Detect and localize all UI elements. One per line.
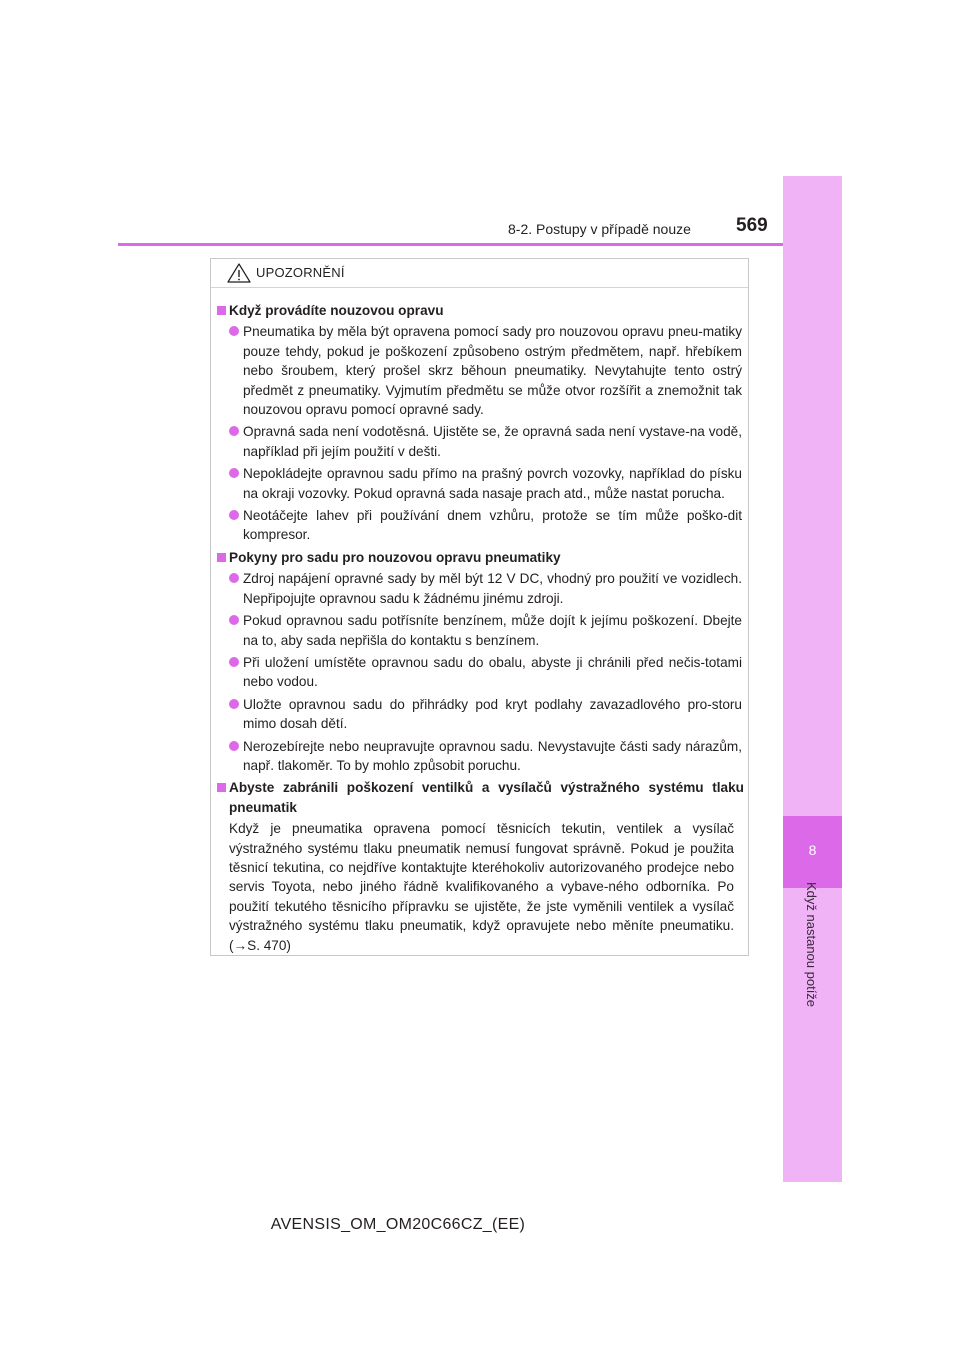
- list-item: Zdroj napájení opravné sady by měl být 12 V DC, vhodný pro použití ve vozidlech. Nepřipojujte opravnou sadu k žádnému jinému zdroji.: [217, 569, 744, 608]
- chapter-number-block: [783, 816, 842, 888]
- list-item: Neotáčejte lahev při používání dnem vzhůru, protože se tím může poško-dit kompresor.: [217, 506, 744, 545]
- section-paragraph: Když je pneumatika opravena pomocí těsnicích tekutin, ventilek a vysílač výstražného systému tlaku pneumatik nemusí fungovat správně. Pokud je použita těsnicí tekutina, co nejdříve kontaktujte kteréhokoliv autorizovaného prodejce nebo servis Toyota, nebo jiného řádně kvalifikovaného a vybave-ného odborníka. Po použití tekutého těsnicího přípravku se ujistěte, že jste vyměnili ventilek a vysílač výstražného systému tlaku pneumatik, když opravujete nebo měníte pneumatiku. (→S. 470): [229, 821, 734, 953]
- list-item: Pneumatika by měla být opravena pomocí sady pro nouzovou opravu pneu-matiky pouze tehdy, pokud je poškození způsobeno ostrým předmětem, např. hřebíkem nebo šroubem, který prošel skrz běhoun pneumatiky. Nevytahujte tento ostrý předmět z pneumatiky. Vyjmutím předmětu se může otvor rozšířit a znemožnit tak nouzovou opravu pomocí opravné sady.: [217, 322, 744, 419]
- list-item: Nerozebírejte nebo neupravujte opravnou sadu. Nevystavujte části sady nárazům, např. tlakoměr. To by mohlo způsobit poruchu.: [217, 737, 744, 776]
- list-item: Opravná sada není vodotěsná. Ujistěte se, že opravná sada není vystave-na vodě, například při jejím použití v dešti.: [217, 422, 744, 461]
- warning-header: [211, 259, 748, 288]
- section-title: 8-2. Postupy v případě nouze: [508, 221, 691, 237]
- list-item: Pokud opravnou sadu potřísníte benzínem, může dojít k jejímu poškození. Dbejte na to, aby sada nepřišla do kontaktu s benzínem.: [217, 611, 744, 650]
- header-rule: [118, 243, 783, 246]
- warning-title: UPOZORNĚNÍ: [256, 265, 345, 280]
- section-heading: Pokyny pro sadu pro nouzovou opravu pneumatiky: [217, 548, 744, 567]
- section-heading: Když provádíte nouzovou opravu: [217, 301, 744, 320]
- chapter-title: Když nastanou potíže: [804, 882, 819, 1008]
- document-code: AVENSIS_OM_OM20C66CZ_(EE): [270, 1216, 526, 1233]
- list-item: Při uložení umístěte opravnou sadu do obalu, abyste ji chránili před nečis-totami nebo vodou.: [217, 653, 744, 692]
- list-item: Uložte opravnou sadu do přihrádky pod kryt podlahy zavazadlového pro-storu mimo dosah dětí.: [217, 695, 744, 734]
- warning-box: [210, 258, 749, 956]
- chapter-side-tab: [783, 176, 842, 1182]
- section-heading: Abyste zabránili poškození ventilků a vysílačů výstražného systému tlaku pneumatik: [217, 778, 744, 817]
- page-number: 569: [736, 215, 768, 236]
- warning-triangle-icon: [226, 262, 252, 284]
- chapter-number: 8: [808, 842, 817, 858]
- warning-content: [217, 301, 744, 955]
- document-code-footer: [0, 1216, 960, 1234]
- list-item: Nepokládejte opravnou sadu přímo na prašný povrch vozovky, například do písku na okraji vozovky. Pokud opravná sada nasaje prach atd., může nastat porucha.: [217, 464, 744, 503]
